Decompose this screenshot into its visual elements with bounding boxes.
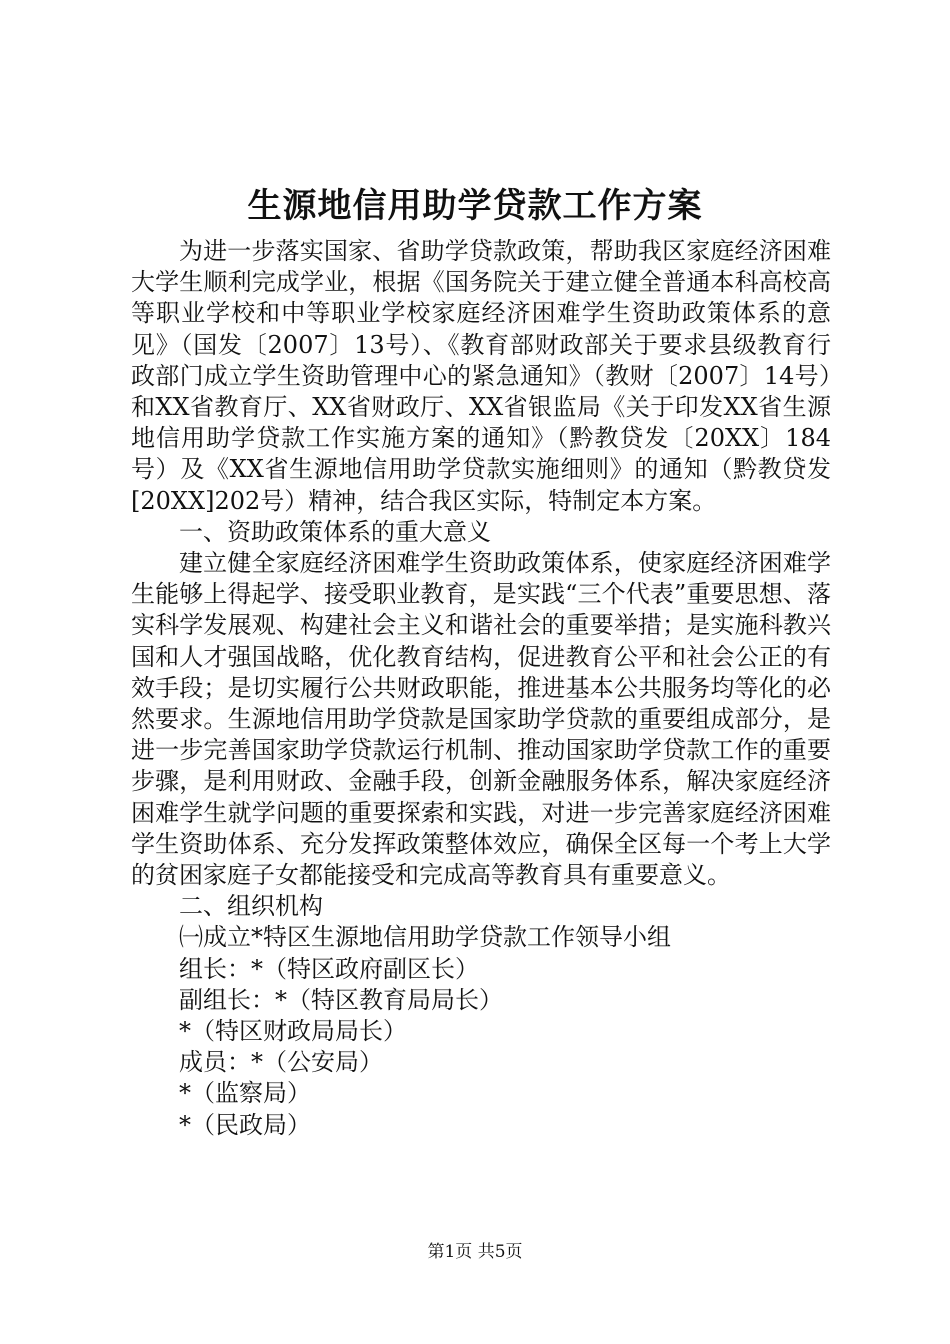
member-line: *（民政局） (179, 1110, 311, 1139)
document-title: 生源地信用助学贷款工作方案 (247, 186, 703, 226)
section-heading-organization: 二、组织机构 (179, 892, 323, 921)
member-line: 成员：*（公安局） (179, 1048, 383, 1077)
member-line: 组长：*（特区政府副区长） (179, 954, 479, 983)
intro-paragraph: 为进一步落实国家、省助学贷款政策，帮助我区家庭经济困难大学生顺利完成学业，根据《国务院关于建立健全普通本科高校高等职业学校和中等职业学校家庭经济困难学生资助政策体系的意见》（国发〔2007〕13号）、《教育部财政部关于要求县级教育行政部门成立学生资助管理中心的紧急通知》（教财〔2007〕14号）和XX省教育厅、XX省财政厅、XX省银监局《关于印发XX省生源地信用助学贷款工作实施方案的通知》（黔教贷发〔20XX〕184号）及《XX省生源地信用助学贷款实施细则》的通知（黔教贷发[20XX]202号）精神，结合我区实际，特制定本方案。 (131, 237, 831, 515)
significance-paragraph: 建立健全家庭经济困难学生资助政策体系，使家庭经济困难学生能够上得起学、接受职业教育，是实践“三个代表”重要思想、落实科学发展观、构建社会主义和谐社会的重要举措；是实施科教兴国和人才强国战略，优化教育结构，促进教育公平和社会公正的有效手段；是切实履行公共财政职能，推进基本公共服务均等化的必然要求。生源地信用助学贷款是国家助学贷款的重要组成部分，是进一步完善国家助学贷款运行机制、推动国家助学贷款工作的重要步骤，是利用财政、金融手段，创新金融服务体系，解决家庭经济困难学生就学问题的重要探索和实践，对进一步完善家庭经济困难学生资助体系、充分发挥政策整体效应，确保全区每一个考上大学的贫困家庭子女都能接受和完成高等教育具有重要意义。 (131, 549, 831, 890)
member-line: 副组长：*（特区教育局局长） (179, 985, 503, 1014)
section-heading-significance: 一、资助政策体系的重大意义 (179, 517, 491, 546)
member-line: *（特区财政局局长） (179, 1017, 407, 1046)
page-number-footer: 第1页 共5页 (427, 1242, 523, 1262)
subsection-leading-group: ㈠成立*特区生源地信用助学贷款工作领导小组 (179, 923, 671, 952)
member-line: *（监察局） (179, 1079, 311, 1108)
document-body (131, 236, 831, 1141)
